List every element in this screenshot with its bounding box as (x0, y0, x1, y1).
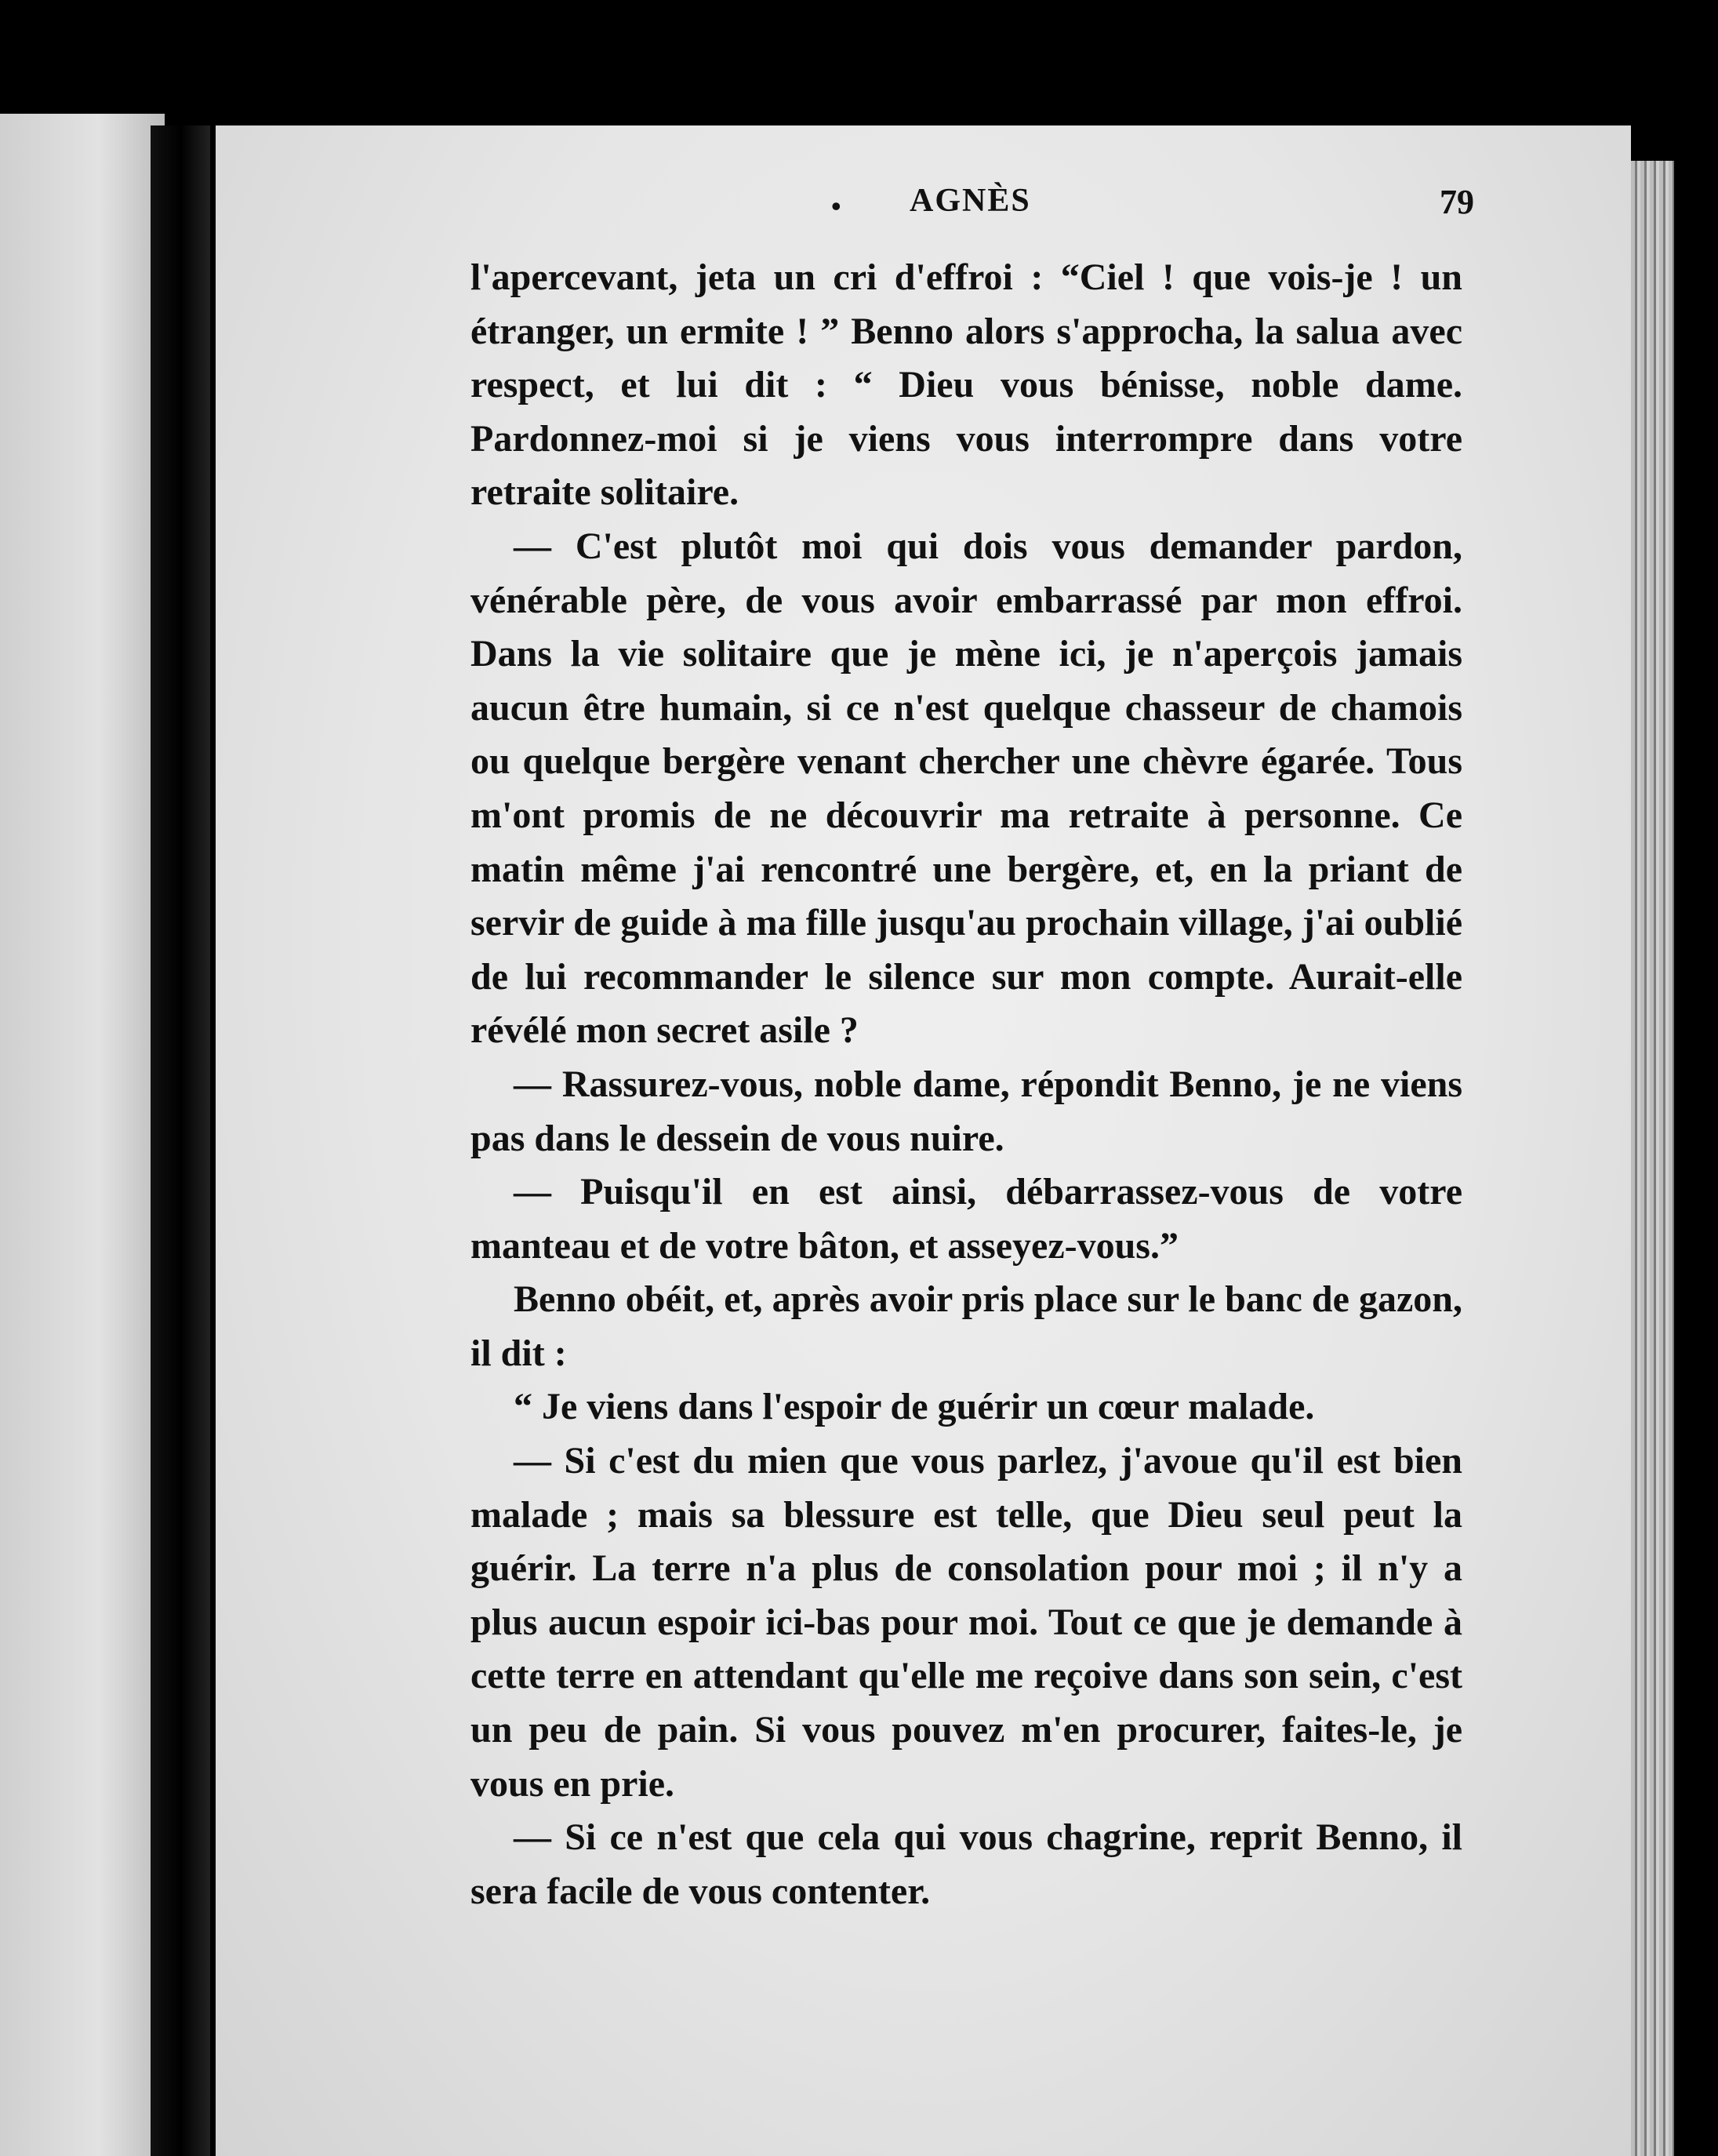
paragraph: l'apercevant, jeta un cri d'effroi : “Ciel ! que vois-je ! un étranger, un ermite ! ” Benno alors s'approcha, la salua avec respect, et lui dit : “ Dieu vous bénisse, noble dame. Pardonnez-moi si je viens vous interrompre dans votre retraite solitaire. (470, 256, 1462, 514)
scan-background (1674, 0, 1718, 2156)
paragraph: — Puisqu'il en est ainsi, débarrassez-vous de votre manteau et de votre bâton, et asseyez-vous.” (470, 1171, 1462, 1267)
paragraph: — Rassurez-vous, noble dame, répondit Benno, je ne viens pas dans le dessein de vous nuire. (470, 1063, 1462, 1159)
book-gutter (151, 125, 210, 2156)
paragraph: — Si ce n'est que cela qui vous chagrine, reprit Benno, il sera facile de vous contenter. (470, 1816, 1462, 1912)
facing-page-edge (0, 114, 165, 2156)
header-ornament: • (831, 191, 841, 222)
page-header (463, 182, 1474, 237)
page-stack-edge (1631, 161, 1674, 2156)
page-number: 79 (1440, 183, 1474, 221)
paragraph: Benno obéit, et, après avoir pris place sur le banc de gazon, il dit : (470, 1278, 1462, 1374)
paragraph: — C'est plutôt moi qui dois vous demander pardon, vénérable père, de vous avoir embarrassé par mon effroi. Dans la vie solitaire que je mène ici, je n'aperçois jamais aucun être humain, si ce n'est quelque chasseur de chamois ou quelque bergère venant chercher une chèvre égarée. Tous m'ont promis de ne découvrir ma retraite à personne. Ce matin même j'ai rencontré une bergère, et, en la priant de servir de guide à ma fille jusqu'au prochain village, j'ai oublié de lui recommander le silence sur mon compte. Aurait-elle révélé mon secret asile ? (470, 525, 1462, 1052)
paragraph: “ Je viens dans l'espoir de guérir un cœur malade. (514, 1386, 1315, 1428)
paragraph: — Si c'est du mien que vous parlez, j'avoue qu'il est bien malade ; mais sa blessure est telle, que Dieu seul peut la guérir. La terre n'a plus de consolation pour moi ; il n'y a plus aucun espoir ici-bas pour moi. Tout ce que je demande à cette terre en attendant qu'elle me reçoive dans son sein, c'est un peu de pain. Si vous pouvez m'en procurer, faites-le, je vous en prie. (470, 1440, 1462, 1805)
running-title: AGNÈS (910, 183, 1031, 219)
body-text (470, 251, 1462, 1918)
